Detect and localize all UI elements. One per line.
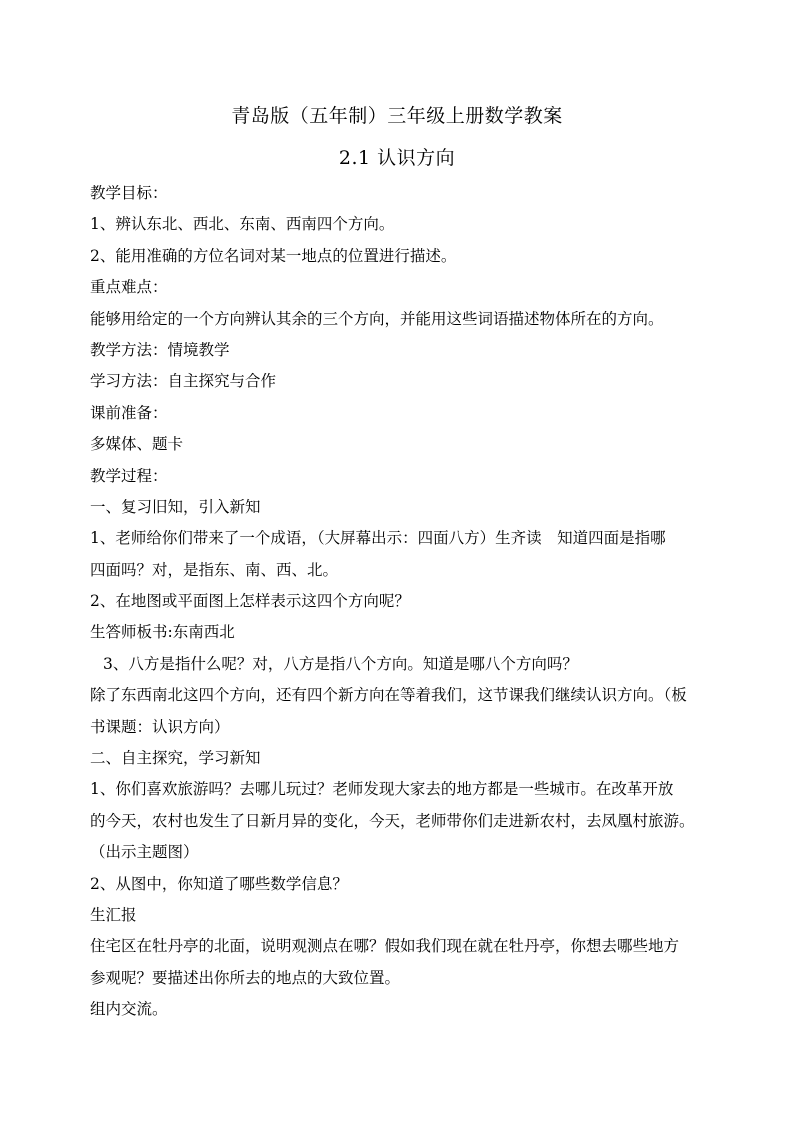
section-heading-objectives: 教学目标：: [90, 184, 168, 202]
paragraph-line: 的今天，农村也发生了日新月异的变化，今天，老师带你们走进新农村，去凤凰村旅游。: [90, 811, 695, 830]
key-points-text: 能够用给定的一个方向辨认其余的三个方向，并能用这些词语描述物体所在的方向。: [90, 309, 664, 328]
paragraph-line: 2、在地图或平面图上怎样表示这四个方向呢？: [90, 592, 410, 611]
learning-method: 学习方法：自主探究与合作: [90, 372, 277, 391]
paragraph-line: 1、你们喜欢旅游吗？去哪儿玩过？老师发现大家去的地方都是一些城市。在改革开放: [90, 780, 674, 799]
paragraph-line: 3、八方是指什么呢？对，八方是指八个方向。知道是哪八个方向吗？: [103, 654, 578, 673]
document-body: [90, 178, 714, 1026]
objective-line: 1、辨认东北、西北、东南、西南四个方向。: [90, 215, 395, 234]
process-step-heading: 一、复习旧知，引入新知: [90, 497, 261, 516]
paragraph-line: 参观呢？要描述出你所去的地点的大致位置。: [90, 968, 401, 987]
lesson-title: 2.1 认识方向: [338, 147, 456, 169]
paragraph-line: 生答师板书:东南西北: [90, 623, 235, 642]
process-step-heading: 二、自主探究，学习新知: [90, 749, 261, 768]
preparation-text: 多媒体、题卡: [90, 435, 184, 454]
paragraph-line: 书课题：认识方向）: [90, 717, 230, 736]
objective-line: 2、能用准确的方位名词对某一地点的位置进行描述。: [90, 246, 457, 265]
document-title: 青岛版（五年制）三年级上册数学教案: [231, 105, 563, 127]
teaching-method: 教学方法：情境教学: [90, 340, 230, 359]
paragraph-line: 生汇报: [90, 905, 137, 924]
section-heading-process: 教学过程：: [90, 466, 168, 485]
paragraph-line: 除了东西南北这四个方向，还有四个新方向在等着我们，这节课我们继续认识方向。（板: [90, 686, 687, 705]
paragraph-line: 住宅区在牡丹亭的北面，说明观测点在哪？假如我们现在就在牡丹亭，你想去哪些地方: [90, 937, 680, 956]
paragraph-line: 组内交流。: [90, 1000, 168, 1019]
paragraph-line: 四面吗？对，是指东、南、西、北。: [90, 560, 339, 579]
section-heading-preparation: 课前准备：: [90, 403, 168, 422]
paragraph-line: 1、老师给你们带来了一个成语，（大屏幕出示：四面八方）生齐读 知道四面是指哪: [90, 529, 666, 548]
paragraph-line: （出示主题图）: [90, 843, 199, 862]
section-heading-key-points: 重点难点：: [90, 278, 168, 297]
paragraph-line: 2、从图中，你知道了哪些数学信息？: [90, 874, 348, 893]
